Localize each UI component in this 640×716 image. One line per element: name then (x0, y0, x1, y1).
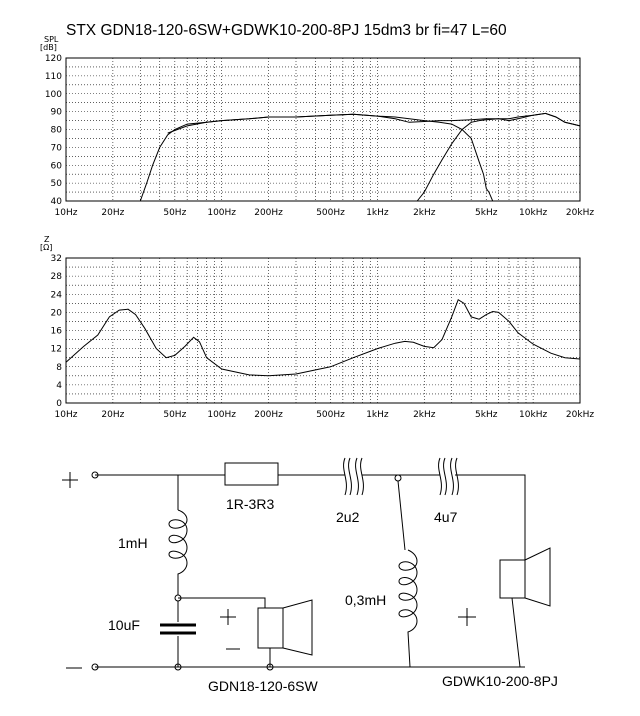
spl-yunit: [dB] (40, 43, 57, 52)
tweeter-magnet (500, 560, 525, 598)
resistor-label: 1R-3R3 (226, 496, 275, 512)
impedance-ytick: 8 (56, 362, 62, 373)
inductor2-label: 0,3mH (345, 592, 387, 608)
inductor-1mh (169, 510, 187, 595)
tweeter-wire (398, 481, 405, 550)
woofer-wire (178, 598, 265, 608)
impedance-ylabel: Z (44, 235, 50, 244)
tweeter-label: GDWK10-200-8PJ (442, 673, 558, 689)
impedance-xtick: 500Hz (316, 410, 345, 420)
impedance-ytick: 32 (50, 254, 62, 264)
spl-ytick: 40 (50, 197, 62, 207)
spl-xtick: 10kHz (519, 208, 548, 218)
spl-ytick: 50 (50, 179, 62, 190)
capacitor-4u7 (439, 458, 459, 495)
spl-xtick: 500Hz (316, 208, 345, 218)
tweeter-cone (525, 548, 550, 606)
spl-ytick: 110 (44, 71, 62, 82)
chart-title: STX GDN18-120-6SW+GDWK10-200-8PJ 15dm3 br fi=47 L=60 (66, 22, 507, 39)
impedance-ytick: 4 (56, 380, 62, 391)
spl-xtick: 20kHz (565, 208, 595, 218)
capacitor-2u2 (344, 458, 364, 495)
cap2-label: 4u7 (434, 509, 458, 525)
spl-ytick: 70 (50, 143, 62, 154)
inductor-03mh (399, 550, 417, 667)
woofer-cone (283, 600, 312, 655)
impedance-xtick: 10kHz (519, 410, 548, 420)
impedance-ytick: 28 (50, 272, 62, 283)
node-tweeter (395, 475, 401, 481)
impedance-xtick: 20Hz (101, 410, 125, 420)
spl-xtick: 1kHz (366, 208, 389, 218)
impedance-ytick: 20 (50, 308, 62, 319)
spl-xtick: 100Hz (207, 208, 237, 218)
spl-xtick: 2kHz (413, 208, 436, 218)
woofer-label: GDN18-120-6SW (208, 678, 318, 694)
impedance-xtick: 10Hz (54, 410, 78, 420)
impedance-xtick: 200Hz (254, 410, 283, 420)
spl-ytick: 120 (44, 54, 62, 64)
impedance-yunit: [Ω] (40, 243, 53, 252)
impedance-xtick: 2kHz (413, 410, 436, 420)
resistor (225, 463, 278, 485)
woofer-magnet (258, 608, 283, 648)
cap1-label: 2u2 (336, 509, 360, 525)
capacitor-bass-label: 10uF (108, 617, 140, 633)
spl-xtick: 200Hz (254, 208, 283, 218)
tweeter-plus (458, 608, 476, 626)
impedance-xtick: 100Hz (207, 410, 237, 420)
capacitor-10uf (160, 625, 196, 633)
impedance-ytick: 16 (50, 326, 62, 337)
woofer-plus (220, 609, 236, 625)
impedance-xtick: 1kHz (366, 410, 389, 420)
impedance-xtick: 5kHz (475, 410, 498, 420)
spl-xtick: 5kHz (475, 208, 498, 218)
spl-xtick: 50Hz (163, 208, 187, 218)
impedance-ytick: 24 (50, 290, 62, 301)
spl-ytick: 60 (50, 161, 62, 172)
spl-ytick: 90 (50, 107, 62, 118)
spl-ylabel: SPL (44, 35, 59, 44)
impedance-ytick: 0 (56, 399, 62, 409)
inductor1-label: 1mH (118, 535, 148, 551)
input-plus (62, 472, 78, 488)
impedance-ytick: 12 (50, 344, 62, 355)
spl-xtick: 20Hz (101, 208, 125, 218)
spl-ytick: 80 (50, 125, 62, 136)
impedance-xtick: 20kHz (565, 410, 595, 420)
spl-ytick: 100 (44, 89, 62, 100)
impedance-xtick: 50Hz (163, 410, 187, 420)
spl-xtick: 10Hz (54, 208, 78, 218)
